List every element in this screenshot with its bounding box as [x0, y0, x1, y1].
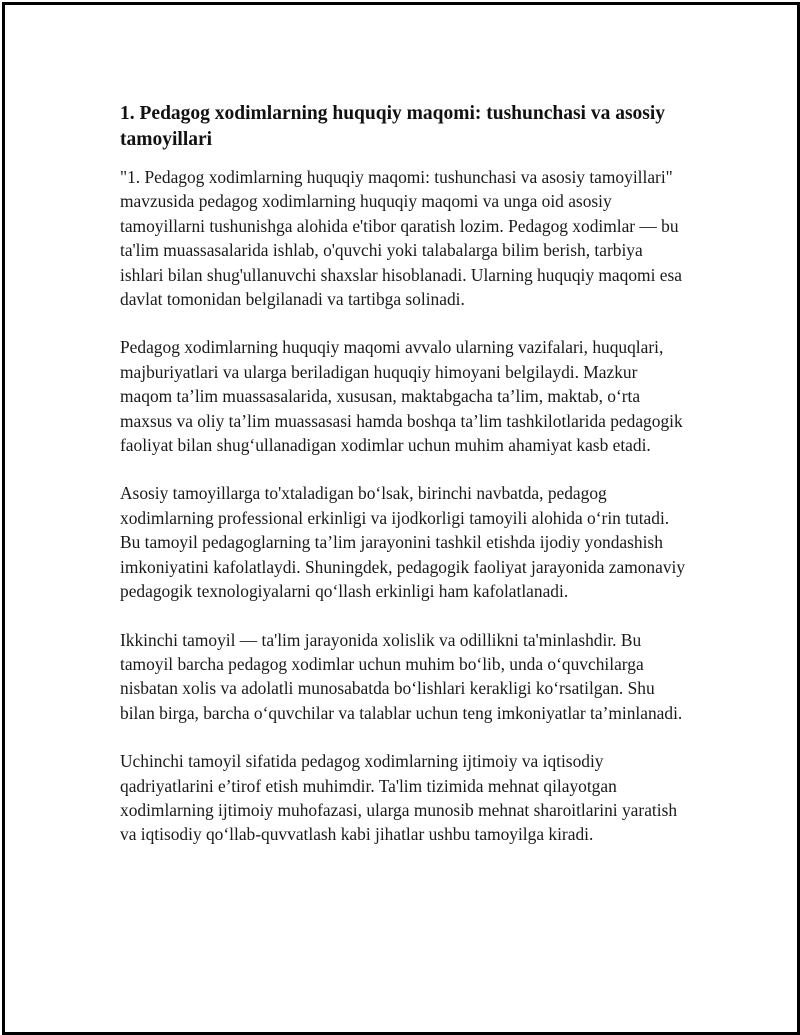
document-title: 1. Pedagog xodimlarning huquqiy maqomi: tushunchasi va asosiy tamoyillari: [120, 103, 666, 150]
paragraph-second-principle: Ikkinchi tamoyil — ta'lim jarayonida xolislik va odillikni ta'minlashdir. Bu tamoyil barcha pedagog xodimlar uchun muhim bo‘lib, unda o‘quvchilarga nisbatan xolis va adolatli munosabatda bo‘lishlari kerakligi ko‘rsatilgan. Shu bilan birga, barcha o‘quvchilar va talablar uchun teng imkoniyatlar ta’minlanadi.: [120, 629, 683, 723]
paragraph-first-principle: Asosiy tamoyillarga to'xtaladigan bo‘lsak, birinchi navbatda, pedagog xodimlarning professional erkinligi va ijodkorligi tamoyili alohida o‘rin tutadi. Bu tamoyil pedagoglarning ta’lim jarayonini tashkil etishda ijodiy yondashish imkoniyatini kafolatlaydi. Shuningdek, pedagogik faoliyat jarayonida zamonaviy pedagogik texnologiyalarni qo‘llash erkinligi ham kafolatlanadi.: [120, 483, 686, 602]
paragraph-legal-status: Pedagog xodimlarning huquqiy maqomi avvalo ularning vazifalari, huquqlari, majburiyatlari va ularga beriladigan huquqiy himoyani belgilaydi. Mazkur maqom ta’lim muassasalarida, xususan, maktabgacha ta’lim, maktab, o‘rta maxsus va oliy ta’lim muassasasi hamda boshqa ta’lim tashkilotlarida pedagogik faoliyat bilan shug‘ullanadigan xodimlar uchun muhim ahamiyat kasb etadi.: [120, 337, 683, 456]
page-frame: [2, 2, 800, 1035]
paragraph-intro: "1. Pedagog xodimlarning huquqiy maqomi: tushunchasi va asosiy tamoyillari" mavzusida pedagog xodimlarning huquqiy maqomi va unga oid asosiy tamoyillarni tushunishga alohida e'tibor qaratish lozim. Pedagog xodimlar — bu ta'lim muassasalarida ishlab, o'quvchi yoki talabalarga bilim berish, tarbiya ishlari bilan shug'ullanuvchi shaxslar hisoblanadi. Ularning huquqiy maqomi esa davlat tomonidan belgilanadi va tartibga solinadi.: [120, 167, 682, 310]
paragraph-third-principle: Uchinchi tamoyil sifatida pedagog xodimlarning ijtimoiy va iqtisodiy qadriyatlarini e’tirof etish muhimdir. Ta'lim tizimida mehnat qilayotgan xodimlarning ijtimoiy muhofazasi, ularga munosib mehnat sharoitlarini yaratish va iqtisodiy qo‘llab-quvvatlash kabi jihatlar ushbu tamoyilga kiradi.: [120, 751, 678, 845]
document-body: [120, 101, 690, 871]
